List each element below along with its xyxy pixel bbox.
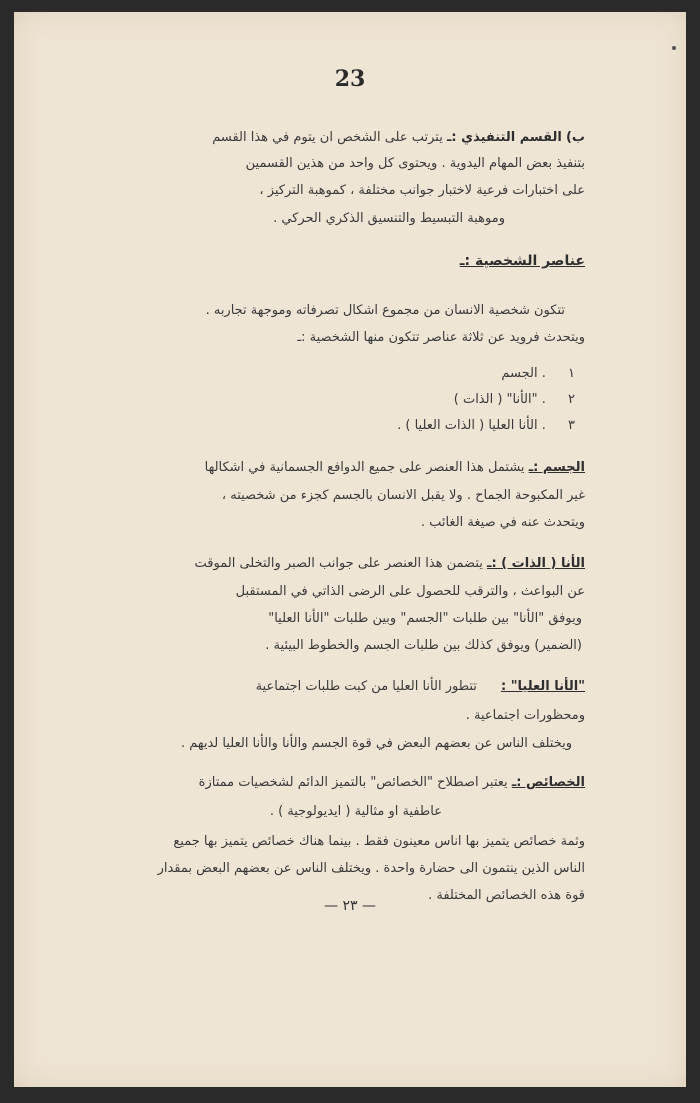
list-item-2-text: . "الأنا" ( الذات ) [453, 392, 546, 407]
traits-line-5: قوة هذه الخصائص المختلفة . [428, 888, 585, 903]
traits-line-1 [199, 775, 585, 790]
traits-line-3: وثمة خصائص يتميز بها اناس معينون فقط . بينما هناك خصائص يتميز بها جميع [173, 834, 585, 849]
section-b-line-1 [212, 130, 585, 145]
list-item-1 [501, 366, 575, 381]
superego-heading: "الأنا العليا" : [501, 679, 585, 694]
section-b-heading: القسم التنفيذي :ـ [446, 130, 562, 145]
body-line-1 [205, 460, 585, 475]
paper-speck [672, 46, 676, 50]
list-item-1-text: . الجسم [501, 366, 546, 381]
traits-heading: الخصائص :ـ [511, 775, 585, 790]
traits-text-1: يعتبر اصطلاح "الخصائص" بالتميز الدائم لشخصيات ممتازة [198, 775, 508, 790]
section-b-line-2: بتنفيذ بعض المهام اليدوية . ويحتوى كل واحد من هذين القسمين [245, 156, 585, 171]
page-number-bottom: — ٢٣ — [324, 898, 376, 914]
ego-line-1 [195, 556, 585, 571]
section-b-line-3: على اختبارات فرعية لاختبار جوانب مختلفة ، كموهبة التركيز ، [259, 183, 585, 198]
ego-line-3: ويوفق "الأنا" بين طلبات "الجسم" وبين طلبات "الأنا العليا" [268, 611, 582, 626]
ego-line-2: عن البواعث ، والترقب للحصول على الرضى الذاتي في المستقبل [235, 584, 585, 599]
body-line-2: غير المكبوحة الجماح . ولا يقبل الانسان بالجسم كجزء من شخصيته ، [221, 488, 585, 503]
page-number-top: 23 [334, 66, 366, 92]
list-item-3-number: ٣ [568, 418, 575, 433]
body-text-1: يشتمل هذا العنصر على جميع الدوافع الجسمانية في اشكالها [204, 460, 525, 475]
ego-heading: الأنا ( الذات ) :ـ [487, 556, 585, 571]
superego-line-3: ويختلف الناس عن بعضهم البعض في قوة الجسم والأنا والأنا العليا لديهم . [180, 736, 572, 751]
traits-line-4: الناس الذين ينتمون الى حضارة واحدة . ويختلف الناس عن بعضهم البعض بمقدار [157, 861, 585, 876]
personality-heading: عناصر الشخصية :ـ [459, 253, 585, 269]
ego-text-1: يتضمن هذا العنصر على جوانب الصبر والتخلى الموقت [194, 556, 483, 571]
list-item-1-number: ١ [568, 366, 575, 381]
section-b-text: يترتب على الشخص ان يتوم في هذا القسم [212, 130, 443, 145]
superego-line-1 [256, 679, 585, 694]
section-b-label: ب) [565, 130, 585, 145]
personality-line-2: ويتحدث فرويد عن ثلاثة عناصر تتكون منها الشخصية :ـ [297, 330, 585, 345]
body-heading: الجسم :ـ [528, 460, 585, 475]
list-item-2 [454, 392, 575, 407]
superego-line-2: ومحظورات اجتماعية . [465, 708, 585, 723]
body-line-3: ويتحدث عنه في صيغة الغائب . [420, 515, 585, 530]
list-item-3 [397, 418, 575, 433]
list-item-3-text: . الأنا العليا ( الذات العليا ) . [397, 418, 546, 433]
document-page [14, 12, 686, 1087]
section-b-line-4: وموهبة التبسيط والتنسيق الذكري الحركي . [273, 211, 505, 226]
ego-line-4: (الضمير) ويوفق كذلك بين طلبات الجسم والخطوط البيئية . [265, 638, 582, 653]
personality-line-1: تتكون شخصية الانسان من مجموع اشكال تصرفاته وموجهة تجاربه . [205, 303, 565, 318]
list-item-2-number: ٢ [568, 392, 575, 407]
traits-line-2: عاطفية او مثالية ( ايديولوجية ) . [269, 804, 442, 819]
superego-text-1: تتطور الأنا العليا من كبت طلبات اجتماعية [255, 679, 477, 694]
